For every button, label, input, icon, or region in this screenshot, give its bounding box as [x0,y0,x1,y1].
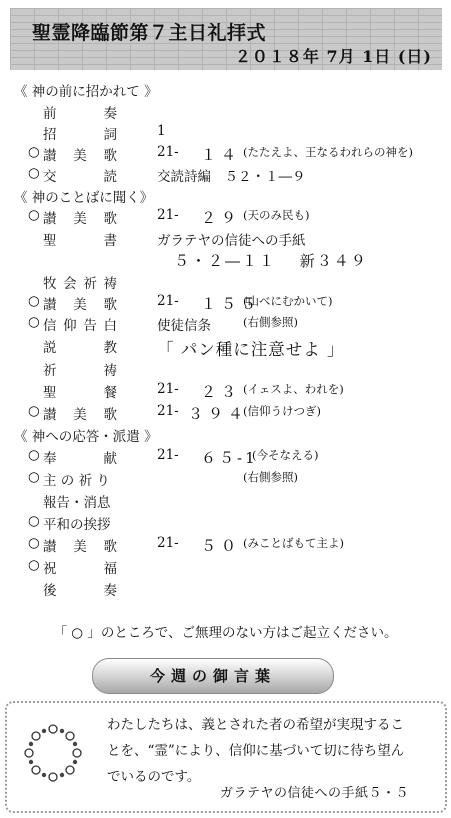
hymn-title: (今そなえる) [252,448,319,462]
item-label: 主 の 祈 り [43,473,110,489]
hymn-title: (みことばもて主よ) [243,536,344,550]
item-label: 讃 美 歌 [43,297,117,313]
hymnal-prefix: 21- [157,447,179,463]
hymn-title: (イェスよ、われを) [243,382,344,396]
stand-mark: ○ [28,314,40,330]
wreath-icon [23,723,83,783]
item-value: 1 [157,123,166,139]
verse-reference: ガラテヤの信徒への手紙５・５ [220,786,410,801]
item-value: 使徒信条 [157,318,211,334]
item-label: 讃 美 歌 [43,539,117,555]
item-note: (右側参照) [243,315,298,329]
hymn-number: ６５-1 [201,449,258,467]
page-header [10,8,442,70]
item-label: 報告・消息 [43,495,111,511]
item-label: 讃 美 歌 [43,211,117,227]
item-label: 聖 書 [43,233,117,249]
item-label: 讃 美 歌 [43,148,117,164]
stand-mark: ○ [28,447,40,463]
hymnal-prefix: 21- [157,293,179,309]
stand-mark: ○ [28,207,40,223]
hymnal-prefix: 21- [157,207,179,223]
item-label: 祝 福 [43,561,117,577]
service-title: 聖霊降臨節第７主日礼拝式 [32,22,267,44]
hymn-number: ２９ [201,209,242,227]
hymn-title: (信仰うけつぎ) [243,404,321,418]
item-label: 信 仰 告 白 [43,318,117,334]
hymnal-prefix: 21- [157,403,179,419]
item-label: 交 読 [43,169,117,185]
hymn-title: (たたえよ、王なるわれらの神を) [243,145,413,159]
stand-mark: ○ [28,469,40,485]
hymnal-prefix: 21- [157,535,179,551]
section-heading-2: 《 神のことばに聞く》 [14,190,154,206]
item-label: 招 詞 [43,127,117,143]
item-label: 前 奏 [43,106,117,122]
verse-heading: 今週の御言葉 [92,658,334,694]
item-note: (右側参照) [243,470,298,484]
hymn-number: ５０ [201,537,242,555]
verse-box [5,701,447,813]
item-label: 牧 会 祈 祷 [43,276,117,292]
section-heading-1: 《 神の前に招かれて 》 [14,84,158,100]
item-label: 祈 祷 [43,363,117,379]
item-value: ガラテヤの信徒への手紙 [157,233,306,249]
item-label: 聖 餐 [43,385,117,401]
stand-mark: ○ [28,535,40,551]
hymnal-prefix: 21- [157,381,179,397]
item-label: 説 教 [43,340,117,356]
item-value: 交読詩編 ５２・１―９ [157,169,306,185]
hymn-number: ３９４ [188,405,249,423]
service-date: ２０１８年 7月 1日 (日) [234,47,432,66]
scripture-reference: ５・２―１１ 新３４９ [174,252,368,270]
hymn-title: (天のみ民も) [243,208,310,222]
item-label: 平和の挨拶 [43,517,111,533]
item-label: 後 奏 [43,583,117,599]
item-label: 奉 献 [43,451,117,467]
standing-note: 「 ○ 」のところで、ご無理のない方はご起立ください。 [53,625,398,641]
stand-mark: ○ [28,293,40,309]
hymnal-prefix: 21- [157,144,179,160]
hymn-number: ２３ [201,383,242,401]
item-label: 讃 美 歌 [43,407,117,423]
hymn-title: (山べにむかいて) [243,294,333,308]
sermon-title: 「 パン種に注意せよ 」 [157,340,345,359]
stand-mark: ○ [28,557,40,573]
stand-mark: ○ [28,144,40,160]
stand-mark: ○ [28,513,40,529]
stand-mark: ○ [28,165,40,181]
verse-text: わたしたちは、義とされた者の希望が実現することを、“霊”により、信仰に基づいて切に待ち望んでいるのです。 [107,717,405,785]
section-heading-3: 《 神への応答・派遣 》 [14,429,158,445]
stand-mark: ○ [28,403,40,419]
hymn-number: １４ [201,146,242,164]
hymn-number: １５５ [201,295,262,313]
